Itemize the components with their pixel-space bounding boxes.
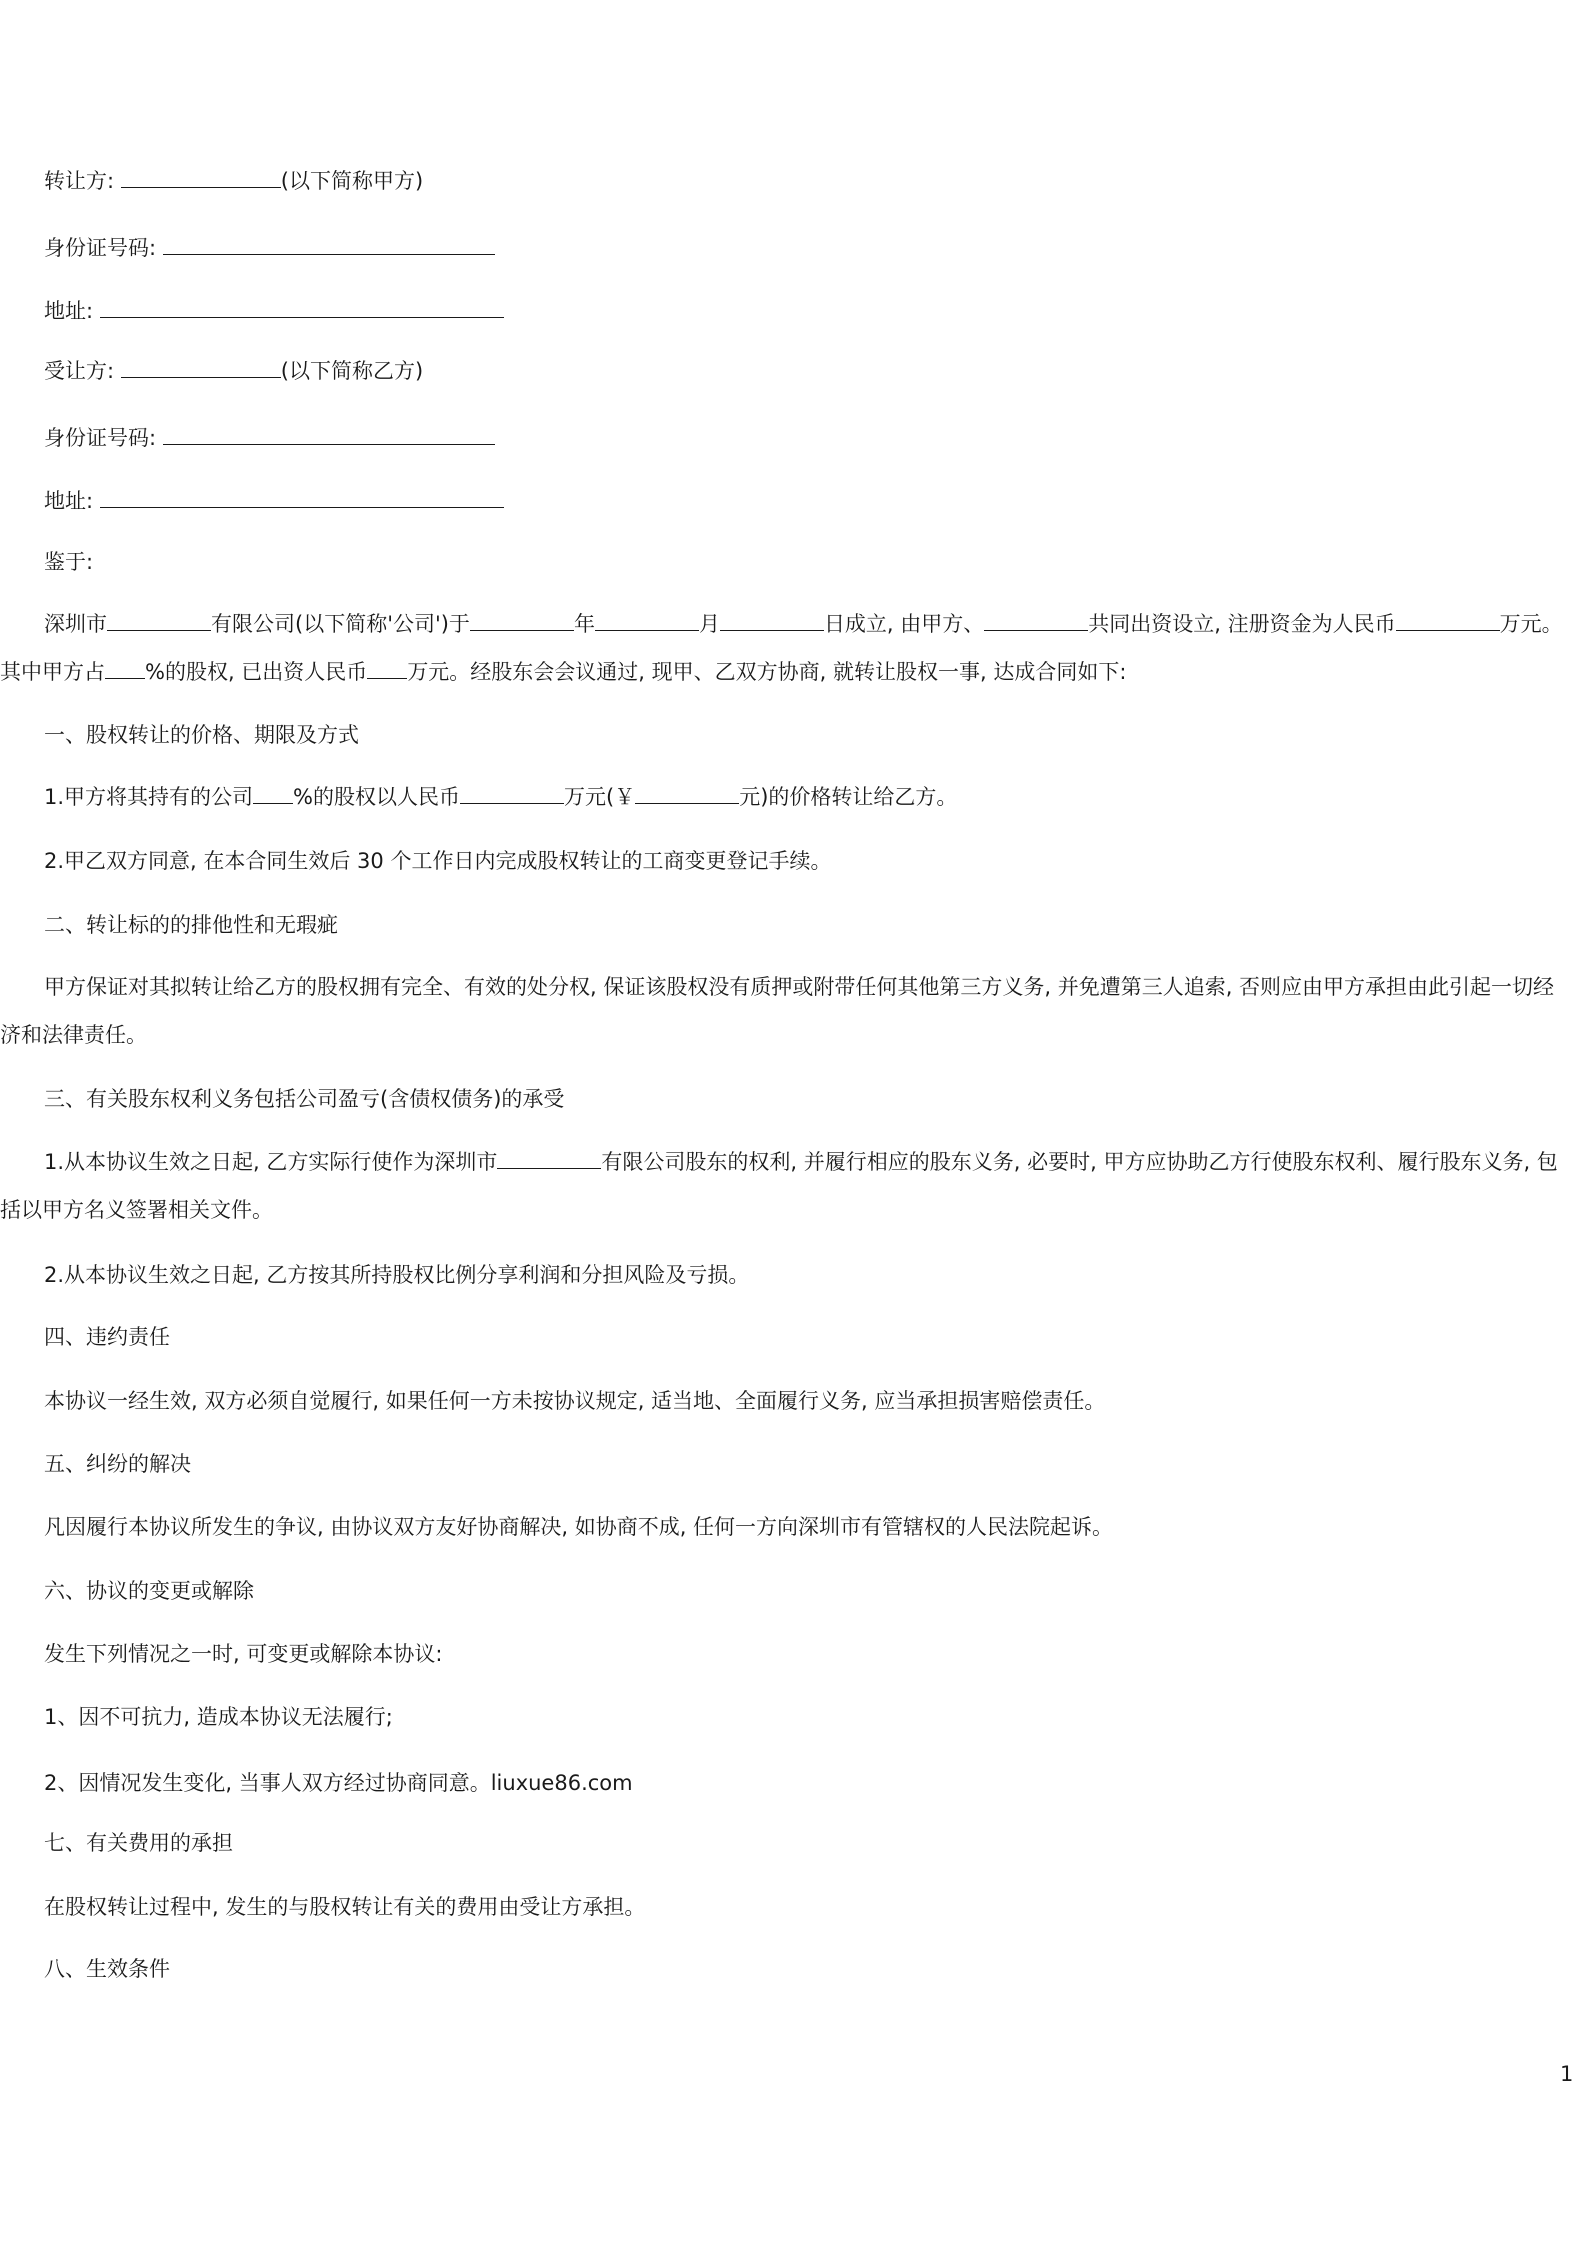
page-number: 1 bbox=[1560, 2062, 1574, 2086]
transferor-address-line bbox=[44, 296, 504, 326]
section-1-item-1 bbox=[44, 782, 957, 812]
section-3-title: 三、有关股东权利义务包括公司盈亏(含债权债务)的承受 bbox=[44, 1087, 565, 1111]
address-label: 地址: bbox=[44, 489, 94, 513]
co-founder-blank[interactable] bbox=[984, 612, 1088, 631]
section-3-item-2: 2.从本协议生效之日起, 乙方按其所持股权比例分享利润和分担风险及亏损。 bbox=[44, 1263, 750, 1287]
intro-text: 有限公司(以下简称'公司')于 bbox=[211, 612, 470, 636]
section-2-title: 二、转让标的的排他性和无瑕疵 bbox=[44, 913, 338, 937]
transferee-line bbox=[44, 356, 423, 386]
transferor-line bbox=[44, 166, 423, 196]
section-7-title: 七、有关费用的承担 bbox=[44, 1831, 233, 1855]
section-6-item-1: 1、因不可抗力, 造成本协议无法履行; bbox=[44, 1705, 393, 1729]
intro-text: 日成立, 由甲方、 bbox=[823, 612, 985, 636]
section-3-item-1 bbox=[0, 1138, 1572, 1234]
intro-text: 月 bbox=[698, 612, 720, 636]
day-blank[interactable] bbox=[720, 612, 824, 631]
month-blank[interactable] bbox=[595, 612, 699, 631]
intro-text: %的股权, 已出资人民币 bbox=[145, 660, 368, 684]
company-name-blank[interactable] bbox=[107, 612, 211, 631]
intro-text: 万元。经股东会会议通过, 现甲、乙双方协商, 就转让股权一事, 达成合同如下: bbox=[407, 660, 1127, 684]
transferor-suffix: (以下简称甲方) bbox=[280, 169, 424, 193]
section-4-body: 本协议一经生效, 双方必须自觉履行, 如果任何一方未按协议规定, 适当地、全面履行义务, 应当承担损害赔偿责任。 bbox=[44, 1389, 1106, 1413]
clause-text: 有限公司股东的权利, 并履行相应的股东义务, 必要时, 甲方应协助乙方行使股东权利、履行股东义务, 包括以甲方名义签署相关文件。 bbox=[0, 1150, 1558, 1222]
registered-capital-blank[interactable] bbox=[1396, 612, 1500, 631]
price-yuan-blank[interactable] bbox=[635, 785, 739, 804]
id-label: 身份证号码: bbox=[44, 426, 157, 450]
company-name-blank-2[interactable] bbox=[497, 1150, 601, 1169]
transferor-blank[interactable] bbox=[121, 169, 281, 188]
clause-text: 1.甲方将其持有的公司 bbox=[44, 785, 254, 809]
transferor-id-line bbox=[44, 233, 495, 263]
transferor-address-blank[interactable] bbox=[100, 299, 504, 318]
clause-text: %的股权以人民币 bbox=[293, 785, 461, 809]
clause-text: 1.从本协议生效之日起, 乙方实际行使作为深圳市 bbox=[44, 1150, 498, 1174]
section-6-body: 发生下列情况之一时, 可变更或解除本协议: bbox=[44, 1642, 443, 1666]
paid-capital-blank[interactable] bbox=[367, 660, 407, 679]
intro-text: 共同出资设立, 注册资金为人民币 bbox=[1088, 612, 1396, 636]
section-5-body: 凡因履行本协议所发生的争议, 由协议双方友好协商解决, 如协商不成, 任何一方向深圳市有管辖权的人民法院起诉。 bbox=[44, 1515, 1114, 1539]
section-1-item-2: 2.甲乙双方同意, 在本合同生效后 30 个工作日内完成股权转让的工商变更登记手续。 bbox=[44, 849, 832, 873]
section-8-title: 八、生效条件 bbox=[44, 1957, 170, 1981]
price-rmb-blank[interactable] bbox=[460, 785, 564, 804]
section-4-title: 四、违约责任 bbox=[44, 1325, 170, 1349]
intro-text: 年 bbox=[573, 612, 595, 636]
section-1-title: 一、股权转让的价格、期限及方式 bbox=[44, 723, 359, 747]
id-label: 身份证号码: bbox=[44, 236, 157, 260]
section-6-item-2: 2、因情况发生变化, 当事人双方经过协商同意。liuxue86.com bbox=[44, 1771, 633, 1795]
section-2-body: 甲方保证对其拟转让给乙方的股权拥有完全、有效的处分权, 保证该股权没有质押或附带任何其他第三方义务, 并免遭第三人追索, 否则应由甲方承担由此引起一切经济和法律责任。 bbox=[0, 975, 1555, 1047]
transferee-suffix: (以下简称乙方) bbox=[280, 359, 424, 383]
transferee-label: 受让方: bbox=[44, 359, 115, 383]
whereas-heading: 鉴于: bbox=[44, 550, 94, 574]
clause-text: 万元(￥ bbox=[564, 785, 636, 809]
transferee-id-line bbox=[44, 423, 495, 453]
share-percent-blank[interactable] bbox=[105, 660, 145, 679]
address-label: 地址: bbox=[44, 299, 94, 323]
transferor-id-blank[interactable] bbox=[163, 236, 495, 255]
clause-text: 元)的价格转让给乙方。 bbox=[739, 785, 958, 809]
section-6-title: 六、协议的变更或解除 bbox=[44, 1579, 254, 1603]
transferee-address-blank[interactable] bbox=[100, 489, 504, 508]
year-blank[interactable] bbox=[470, 612, 574, 631]
intro-paragraph bbox=[0, 600, 1572, 696]
transferee-address-line bbox=[44, 486, 504, 516]
intro-text: 深圳市 bbox=[44, 612, 107, 636]
transferee-blank[interactable] bbox=[121, 359, 281, 378]
transfer-percent-blank[interactable] bbox=[253, 785, 293, 804]
transferee-id-blank[interactable] bbox=[163, 426, 495, 445]
intro-text: 万元。其中甲方占 bbox=[0, 612, 1563, 684]
section-5-title: 五、纠纷的解决 bbox=[44, 1452, 191, 1476]
section-7-body: 在股权转让过程中, 发生的与股权转让有关的费用由受让方承担。 bbox=[44, 1895, 646, 1919]
transferor-label: 转让方: bbox=[44, 169, 115, 193]
